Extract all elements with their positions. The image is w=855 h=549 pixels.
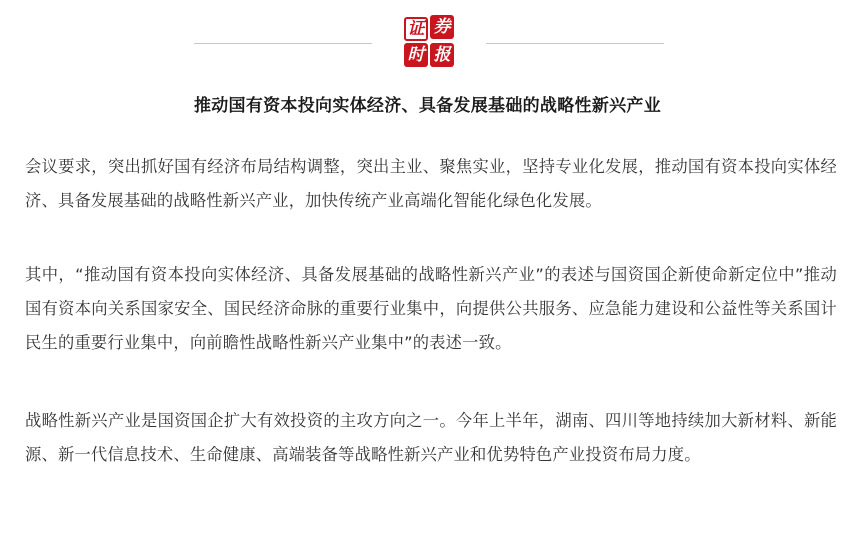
article-paragraph: 会议要求，突出抓好国有经济布局结构调整，突出主业、聚焦实业，坚持专业化发展，推动国有资本投向实体经济、具备发展基础的战略性新兴产业，加快传统产业高端化智能化绿色化发展。 [25, 157, 837, 210]
logo-char: 报 [430, 43, 454, 67]
logo-char: 证 [404, 17, 428, 41]
newspaper-logo [402, 14, 456, 70]
logo-char: 时 [404, 43, 428, 67]
header-divider-left [194, 43, 372, 44]
header [0, 14, 855, 72]
logo-char: 券 [430, 15, 454, 39]
article-paragraph: 战略性新兴产业是国资国企扩大有效投资的主攻方向之一。今年上半年，湖南、四川等地持续加大新材料、新能源、新一代信息技术、生命健康、高端装备等战略性新兴产业和优势特色产业投资布局力度。 [25, 411, 837, 464]
header-divider-right [486, 43, 664, 44]
article-title: 推动国有资本投向实体经济、具备发展基础的战略性新兴产业 [193, 96, 662, 116]
article-paragraph: 其中，“推动国有资本投向实体经济、具备发展基础的战略性新兴产业”的表述与国资国企新使命新定位中”推动国有资本向关系国家安全、国民经济命脉的重要行业集中，向提供公共服务、应急能力建设和公益性等关系国计民生的重要行业集中，向前瞻性战略性新兴产业集中”的表述一致。 [25, 265, 837, 352]
